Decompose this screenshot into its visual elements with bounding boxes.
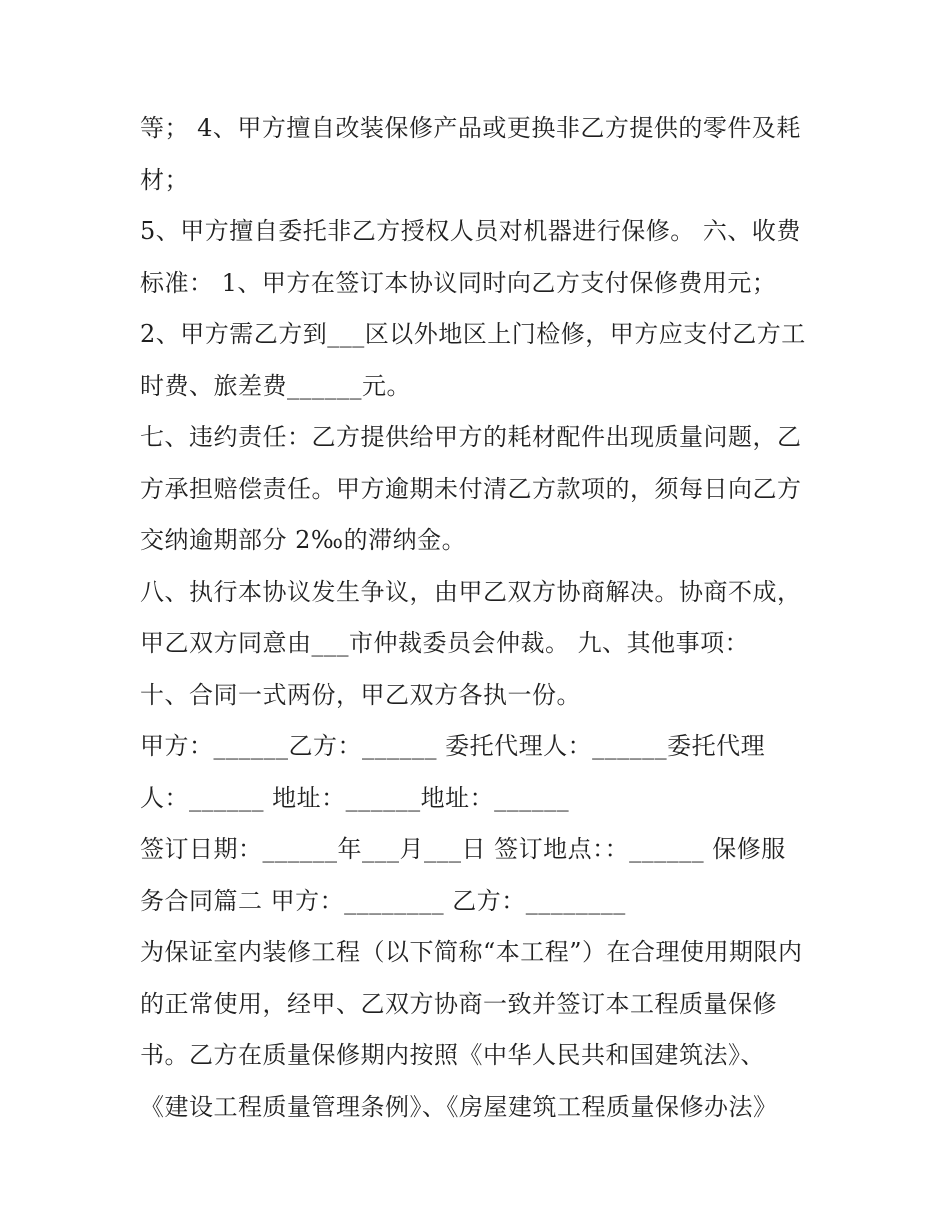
text-line-16: 务合同篇二 甲方：________ 乙方：________: [140, 886, 626, 915]
text-line-5: 2、甲方需乙方到___区以外地区上门检修，甲方应支付乙方工: [140, 320, 806, 348]
text-line-13: 甲方：______乙方：______ 委托代理人：______委托代理: [140, 732, 766, 760]
text-line-1: 等； 4、甲方擅自改装保修产品或更换非乙方提供的零件及耗: [140, 114, 801, 142]
text-line-9: 交纳逾期部分 2‰的滞纳金。: [140, 526, 467, 554]
text-line-15: 签订日期：______年___月___日 签订地点：：______ 保修服: [140, 835, 786, 863]
text-line-10: 八、执行本协议发生争议，由甲乙双方协商解决。协商不成，: [140, 577, 802, 606]
text-line-11: 甲乙双方同意由___市仲裁委员会仲裁。 九、其他事项：: [140, 629, 750, 657]
text-line-6: 时费、旅差费______元。: [140, 371, 411, 400]
text-line-2: 材；: [140, 165, 189, 194]
text-line-8: 方承担赔偿责任。甲方逾期未付清乙方款项的，须每日向乙方: [140, 474, 802, 503]
text-line-3: 5、甲方擅自委托非乙方授权人员对机器进行保修。 六、收费: [140, 217, 801, 245]
text-line-14: 人：______ 地址：______地址：______: [140, 783, 570, 812]
text-line-12: 十、合同一式两份，甲乙双方各执一份。: [140, 680, 581, 709]
text-line-7: 七、违约责任：乙方提供给甲方的耗材配件出现质量问题，乙: [140, 423, 802, 451]
text-line-4: 标准： 1、甲方在签订本协议同时向乙方支付保修费用元；: [140, 268, 777, 297]
text-line-17: 为保证室内装修工程（以下简称“本工程”）在合理使用期限内: [140, 938, 803, 966]
text-line-20: 《建设工程质量管理条例》、《房屋建筑工程质量保修办法》: [140, 1092, 778, 1121]
text-line-18: 的正常使用，经甲、乙双方协商一致并签订本工程质量保修: [140, 989, 777, 1018]
text-line-19: 书。乙方在质量保修期内按照《中华人民共和国建筑法》、: [140, 1041, 765, 1069]
document-body: [140, 103, 820, 1133]
